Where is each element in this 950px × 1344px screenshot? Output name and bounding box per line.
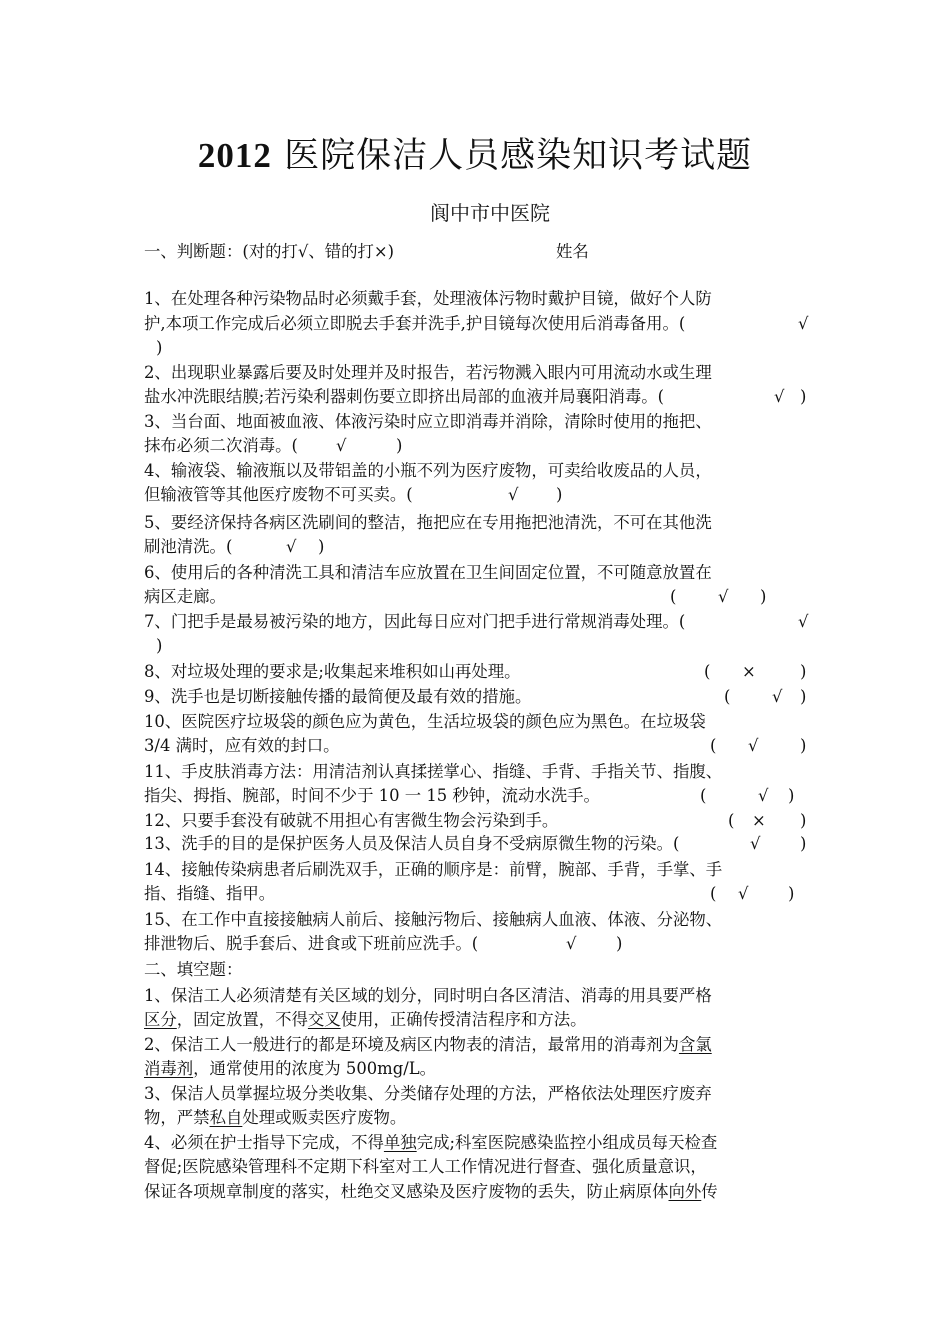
question-5-text: 刷池清洗。(	[144, 537, 233, 556]
answer-open-14: (	[710, 884, 717, 903]
fill-3-text-b: 处理或贩卖医疗废物。	[242, 1108, 407, 1127]
answer-close-13: )	[800, 834, 807, 853]
fill-1-line-2	[144, 1008, 587, 1032]
answer-mark-9: √	[772, 687, 783, 706]
question-14-line-1: 14、接触传染病患者后刷洗双手，正确的顺序是：前臂，腕部、手背，手掌、手	[144, 860, 723, 879]
question-2-line-1: 2、出现职业暴露后要及时处理并及时报告，若污物溅入眼内可用流动水或生理	[144, 363, 712, 382]
question-4-line-1: 4、输液袋、输液瓶以及带铝盖的小瓶不列为医疗废物，可卖给收废品的人员，	[144, 461, 712, 480]
fill-4-text-c: 保证各项规章制度的落实，杜绝交叉感染及医疗废物的丢失，防止病原体	[144, 1182, 669, 1201]
question-6-line-1: 6、使用后的各种清洗工具和清洁车应放置在卫生间固定位置，不可随意放置在	[144, 563, 712, 582]
answer-close-8: )	[800, 662, 807, 681]
question-10-text: 3/4 满时，应有效的封口。	[144, 736, 340, 755]
question-4-text: 但输液管等其他医疗废物不可买卖。(	[144, 485, 413, 504]
question-3-line-2	[144, 434, 403, 458]
fill-3-text-a: 物，严禁	[144, 1108, 210, 1127]
answer-mark-4: √	[508, 485, 519, 504]
question-8-line	[144, 660, 807, 684]
question-3-text: 抹布必须二次消毒。(	[144, 436, 298, 455]
answer-close-15: )	[616, 934, 623, 953]
fill-answer-1b: 交叉	[307, 1010, 341, 1029]
fill-answer-3: 私自	[209, 1108, 243, 1127]
answer-mark-7: √	[798, 612, 809, 631]
fill-2-text-a: 2、保洁工人一般进行的都是环境及病区内物表的清洁，最常用的消毒剂为	[144, 1035, 679, 1054]
fill-4-text-b: 完成;科室医院感染监控小组成员每天检查	[416, 1133, 718, 1152]
answer-mark-3: √	[336, 436, 347, 455]
answer-close-5: )	[318, 537, 325, 556]
question-5-line-1: 5、要经济保持各病区洗刷间的整洁，拖把应在专用拖把池清洗，不可在其他洗	[144, 513, 712, 532]
question-2-text: 盐水冲洗眼结膜;若污染利器刺伤要立即挤出局部的血液并局襄阳消毒。(	[144, 387, 665, 406]
answer-close-7: )	[156, 636, 163, 655]
answer-close-6: )	[760, 587, 767, 606]
question-6-line-2	[144, 585, 767, 609]
page-title	[0, 128, 950, 178]
question-13-line	[144, 832, 807, 856]
answer-mark-11: √	[758, 786, 769, 805]
question-3-line-1: 3、当台面、地面被血液、体液污染时应立即消毒并消除，清除时使用的拖把、	[144, 412, 712, 431]
answer-open-8: (	[704, 662, 711, 681]
answer-mark-12: ×	[752, 811, 766, 830]
answer-open-12: (	[728, 811, 735, 830]
answer-close-12: )	[800, 811, 807, 830]
answer-mark-2: √	[774, 387, 785, 406]
answer-mark-15: √	[566, 934, 577, 953]
question-13-text: 13、洗手的目的是保护医务人员及保洁人员自身不受病原微生物的污染。(	[144, 834, 680, 853]
hospital-name	[0, 197, 950, 226]
question-7-line-1	[144, 610, 809, 634]
fill-3-line-2	[144, 1106, 406, 1130]
answer-close-14: )	[788, 884, 795, 903]
fill-2-line-1	[144, 1033, 712, 1057]
section-2-heading: 二、填空题：	[144, 960, 243, 979]
question-15-line-1: 15、在工作中直接接触病人前后、接触污物后、接触病人血液、体液、分泌物、	[144, 910, 723, 929]
question-15-text: 排泄物后、脱手套后、进食或下班前应洗手。(	[144, 934, 479, 953]
section-1-heading	[144, 240, 589, 264]
section-1-title: 一、判断题：(对的打√、错的打×)	[144, 242, 395, 261]
answer-open-9: (	[724, 687, 731, 706]
title-year: 2012	[197, 136, 272, 175]
fill-answer-4a: 单独	[383, 1133, 417, 1152]
question-4-line-2	[144, 483, 563, 507]
question-12-line	[144, 809, 807, 833]
answer-mark-14: √	[738, 884, 749, 903]
fill-answer-4b: 向外	[668, 1182, 702, 1201]
fill-4-line-1	[144, 1131, 717, 1155]
fill-answer-1a: 区分	[144, 1010, 177, 1029]
name-label: 姓名	[556, 242, 589, 261]
answer-close-3: )	[396, 436, 403, 455]
fill-4-line-3	[144, 1180, 718, 1204]
answer-mark-8: ×	[742, 662, 756, 681]
fill-1-text-a: ，固定放置，不得	[176, 1010, 308, 1029]
answer-mark-13: √	[750, 834, 761, 853]
answer-open-10: (	[710, 736, 717, 755]
question-2-line-2	[144, 385, 807, 409]
fill-4-text-d: 传	[701, 1182, 718, 1201]
question-11-line-1: 11、手皮肤消毒方法：用清洁剂认真揉搓掌心、指缝、手背、手指关节、指腹、	[144, 762, 723, 781]
answer-close-2: )	[800, 387, 807, 406]
answer-close-9: )	[800, 687, 807, 706]
question-10-line-2	[144, 734, 807, 758]
question-8-text: 8、对垃圾处理的要求是;收集起来堆积如山再处理。	[144, 662, 521, 681]
question-11-text: 指尖、拇指、腕部，时间不少于 10 一 15 秒钟，流动水洗手。	[144, 786, 600, 805]
fill-2-text-b: ，通常使用的浓度为 500mg/L。	[193, 1059, 437, 1078]
fill-3-line-1: 3、保洁人员掌握垃圾分类收集、分类储存处理的方法，严格依法处理医疗废弃	[144, 1084, 712, 1103]
question-1-text: 护,本项工作完成后必须立即脱去手套并洗手,护目镜每次使用后消毒备用。(	[144, 314, 686, 333]
question-10-line-1: 10、医院医疗垃圾袋的颜色应为黄色，生活垃圾袋的颜色应为黑色。在垃圾袋	[144, 712, 706, 731]
answer-mark-1: √	[798, 314, 809, 333]
question-7-line-2	[144, 634, 162, 658]
answer-mark-10: √	[748, 736, 759, 755]
question-14-text: 指、指缝、指甲。	[144, 884, 276, 903]
fill-4-text-a: 4、必须在护士指导下完成，不得	[144, 1133, 384, 1152]
question-7-text: 7、门把手是最易被污染的地方，因此每日应对门把手进行常规消毒处理。(	[144, 612, 686, 631]
fill-answer-2a: 含氯	[678, 1035, 712, 1054]
question-15-line-2	[144, 932, 623, 956]
fill-2-line-2	[144, 1057, 436, 1081]
answer-mark-6: √	[718, 587, 729, 606]
answer-close-1: )	[156, 338, 163, 357]
question-9-text: 9、洗手也是切断接触传播的最简便及最有效的措施。	[144, 687, 532, 706]
question-12-text: 12、只要手套没有破就不用担心有害微生物会污染到手。	[144, 811, 559, 830]
answer-close-4: )	[556, 485, 563, 504]
fill-answer-2b: 消毒剂	[144, 1059, 194, 1078]
question-1-line-1: 1、在处理各种污染物品时必须戴手套，处理液体污物时戴护目镜，做好个人防	[144, 289, 712, 308]
fill-1-text-b: 使用，正确传授清洁程序和方法。	[340, 1010, 587, 1029]
title-text: 医院保洁人员感染知识考试题	[284, 136, 753, 176]
answer-mark-5: √	[286, 537, 297, 556]
question-5-line-2	[144, 535, 325, 559]
question-6-text: 病区走廊。	[144, 587, 226, 606]
fill-4-line-2: 督促;医院感染管理科不定期下科室对工人工作情况进行督查、强化质量意识，	[144, 1157, 707, 1176]
answer-close-11: )	[788, 786, 795, 805]
answer-open-6: (	[670, 587, 677, 606]
question-1-line-2	[144, 312, 809, 336]
question-14-line-2	[144, 882, 795, 906]
fill-1-line-1: 1、保洁工人必须清楚有关区域的划分，同时明白各区清洁、消毒的用具要严格	[144, 986, 712, 1005]
question-11-line-2	[144, 784, 795, 808]
answer-open-11: (	[700, 786, 707, 805]
question-9-line	[144, 685, 807, 709]
question-1-line-3	[144, 336, 162, 360]
answer-close-10: )	[800, 736, 807, 755]
hospital-name-text: 阆中市中医院	[430, 201, 550, 225]
